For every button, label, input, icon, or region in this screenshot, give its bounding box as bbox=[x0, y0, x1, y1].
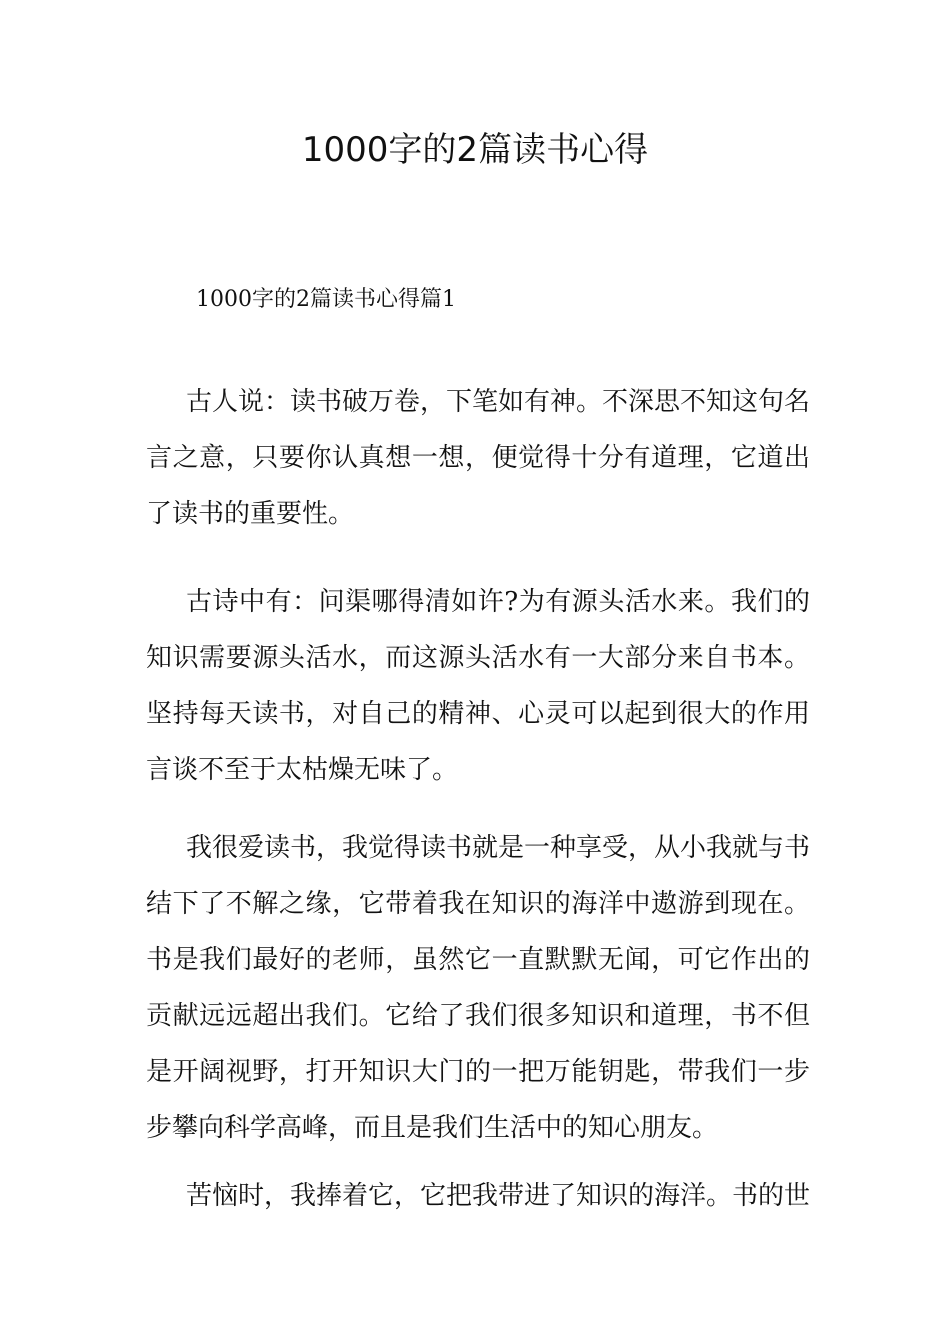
paragraph-4: 苦恼时，我捧着它，它把我带进了知识的海洋。书的世 bbox=[186, 1181, 811, 1211]
paragraph-3: 我很爱读书，我觉得读书就是一种享受，从小我就与书结下了不解之缘，它带着我在知识的海洋中遨游到现在。书是我们最好的老师，虽然它一直默默无闻，可它作出的贡献远远超出我们。它给了我们很多知识和道理，书不但是开阔视野，打开知识大门的一把万能钥匙，带我们一步步攀向科学高峰，而且是我们生活中的知心朋友。 bbox=[146, 833, 811, 1143]
paragraph-1: 古人说：读书破万卷，下笔如有神。不深思不知这句名言之意，只要你认真想一想，便觉得十分有道理，它道出了读书的重要性。 bbox=[146, 387, 811, 529]
paragraph-2: 古诗中有：问渠哪得清如许?为有源头活水来。我们的知识需要源头活水，而这源头活水有一大部分来自书本。坚持每天读书，对自己的精神、心灵可以起到很大的作用言谈不至于太枯燥无味了。 bbox=[146, 587, 810, 785]
section-heading: 1000字的2篇读书心得篇1 bbox=[196, 287, 456, 312]
document-title: 1000字的2篇读书心得 bbox=[301, 130, 649, 170]
